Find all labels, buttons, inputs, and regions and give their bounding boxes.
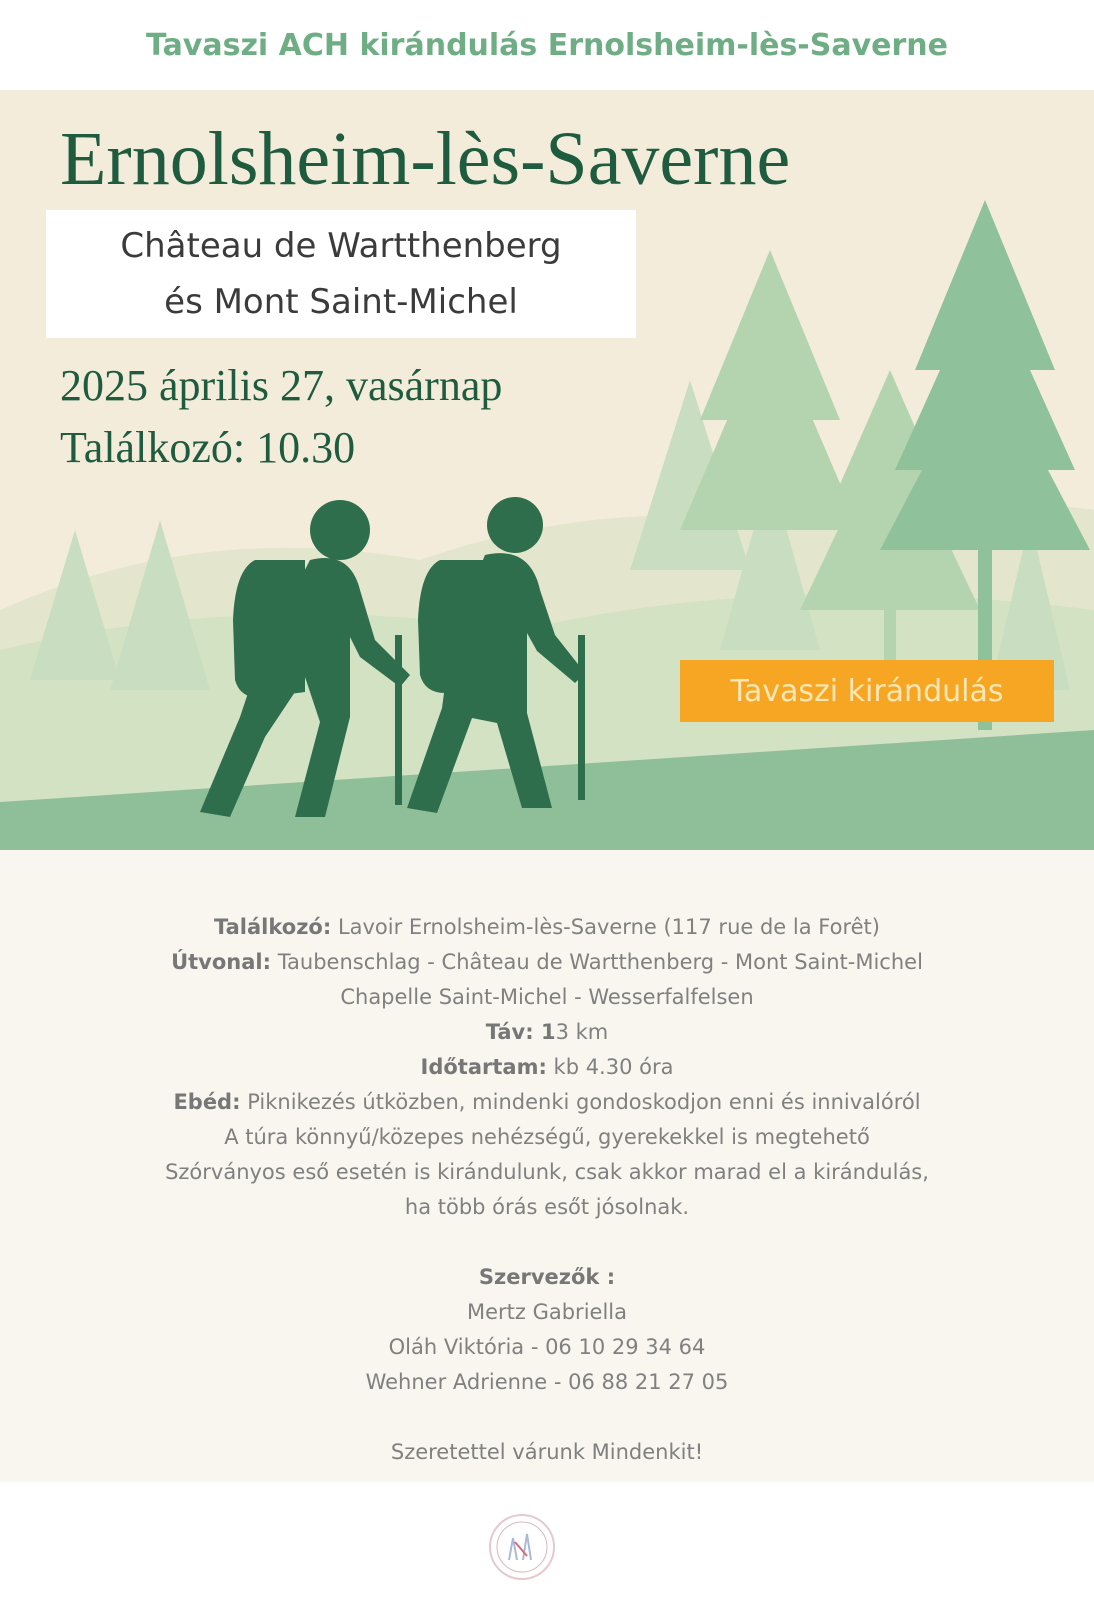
- details-section: [0, 850, 1094, 1482]
- subtitle-box: [46, 210, 636, 338]
- poster-banner: [0, 90, 1094, 850]
- subtitle-line-1: Château de Wartthenberg: [120, 225, 562, 266]
- organizers-heading: Szervezők :: [478, 1265, 616, 1289]
- meeting-point-line: Találkozó: Lavoir Ernolsheim-lès-Saverne (117 rue de la Forêt): [214, 915, 880, 939]
- difficulty-note: A túra könnyű/közepes nehézségű, gyerekekkel is megtehető: [224, 1125, 870, 1149]
- page-title: Tavaszi ACH kirándulás Ernolsheim-lès-Saverne: [145, 27, 949, 63]
- duration-line: Időtartam: kb 4.30 óra: [420, 1055, 674, 1079]
- weather-note-2: ha több órás esőt jósolnak.: [404, 1195, 690, 1219]
- distance-line: Táv: 13 km: [485, 1020, 609, 1044]
- organizer-3: Wehner Adrienne - 06 88 21 27 05: [365, 1370, 729, 1394]
- closing-line: Szeretettel várunk Mindenkit!: [390, 1440, 704, 1464]
- spring-trip-badge: Tavaszi kirándulás: [680, 660, 1054, 722]
- association-seal-logo-icon: [487, 1512, 557, 1582]
- meeting-time: Találkozó: 10.30: [60, 423, 356, 472]
- weather-note: Szórványos eső esetén is kirándulunk, csak akkor marad el a kirándulás,: [165, 1160, 929, 1184]
- event-date: 2025 április 27, vasárnap: [60, 361, 503, 410]
- organizer-1: Mertz Gabriella: [466, 1300, 627, 1324]
- poster-place-title: Ernolsheim-lès-Saverne: [60, 117, 791, 201]
- route-line-2: Chapelle Saint-Michel - Wesserfalfelsen: [340, 985, 754, 1009]
- route-line: Útvonal: Taubenschlag - Château de Wartthenberg - Mont Saint-Michel: [171, 950, 923, 974]
- subtitle-line-2: és Mont Saint-Michel: [164, 282, 518, 322]
- lunch-line: Ebéd: Piknikezés útközben, mindenki gondoskodjon enni és innivalóról: [173, 1090, 921, 1114]
- organizer-2: Oláh Viktória - 06 10 29 34 64: [388, 1335, 706, 1359]
